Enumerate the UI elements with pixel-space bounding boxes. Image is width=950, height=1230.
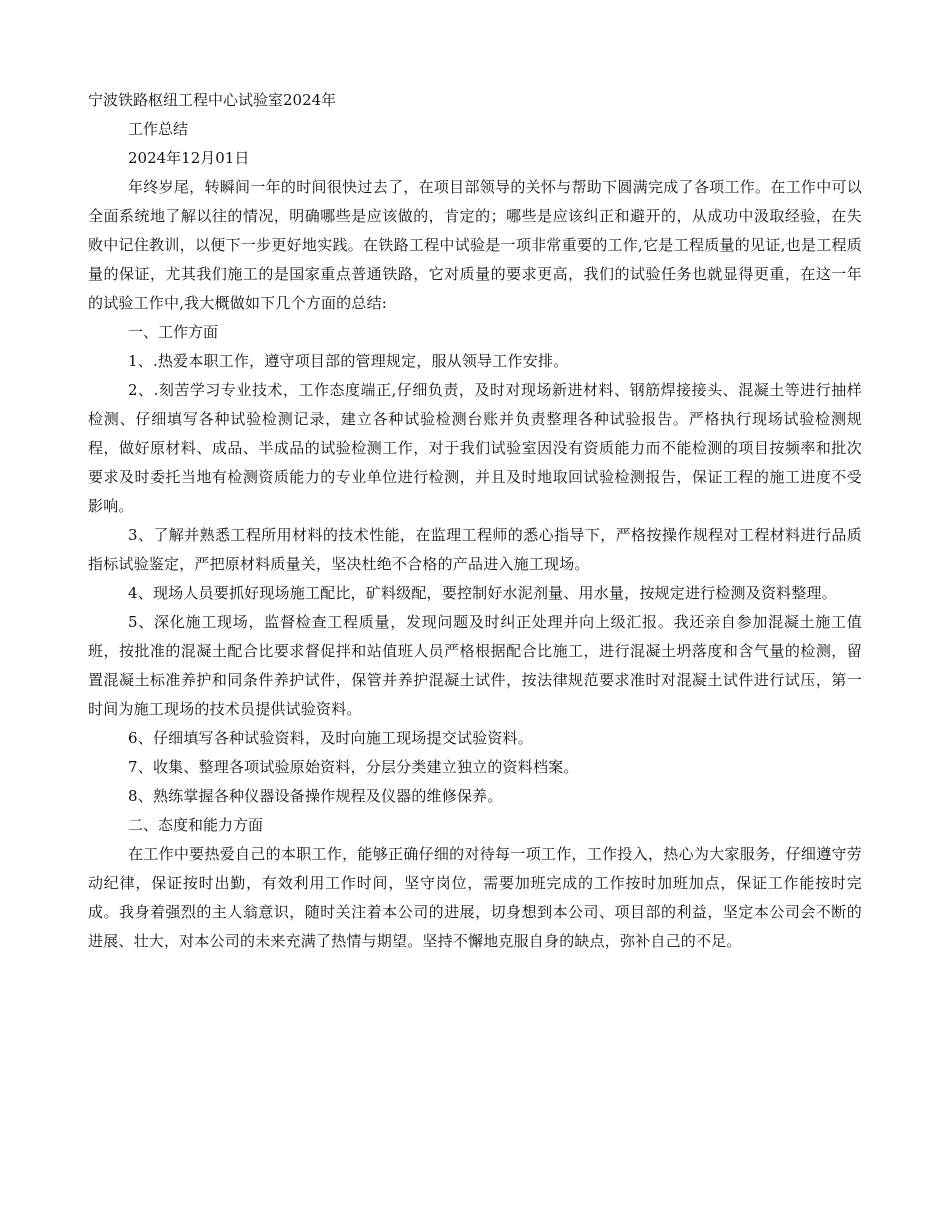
list-item: 7、收集、整理各项试验原始资料，分层分类建立独立的资料档案。 xyxy=(128,758,579,776)
list-item: 5、深化施工现场，监督检查工程质量，发现问题及时纠正处理并向上级汇报。我还亲自参加混凝土施工值班，按批准的混凝土配合比要求督促拌和站值班人员严格根据配合比施工，进行混凝土坍落度和含气量的检测，留置混凝土标准养护和同条件养护试件，保管并养护混凝土试件，按法律规范要求准时对混凝土试件进行试压，第一时间为施工现场的技术员提供试验资料。 xyxy=(88,613,862,718)
list-item: 2、.刻苦学习专业技术，工作态度端正,仔细负责，及时对现场新进材料、钢筋焊接接头、混凝土等进行抽样检测、仔细填写各种试验检测记录，建立各种试验检测台账并负责整理各种试验报告。严格执行现场试验检测规程，做好原材料、成品、半成品的试验检测工作，对于我们试验室因没有资质能力而不能检测的项目按频率和批次要求及时委托当地有检测资质能力的专业单位进行检测，并且及时地取回试验检测报告，保证工程的施工进度不受影响。 xyxy=(88,381,862,515)
list-item: 3、了解并熟悉工程所用材料的技术性能，在监理工程师的悉心指导下，严格按操作规程对工程材料进行品质指标试验鉴定，严把原材料质量关，坚决杜绝不合格的产品进入施工现场。 xyxy=(88,526,862,573)
list-item: 6、仔细填写各种试验资料，及时向施工现场提交试验资料。 xyxy=(128,729,533,747)
section-paragraph-attitude: 在工作中要热爱自己的本职工作，能够正确仔细的对待每一项工作，工作投入，热心为大家服务，仔细遵守劳动纪律，保证按时出勤，有效利用工作时间，坚守岗位，需要加班完成的工作按时加班加点，保证工作能按时完成。我身着强烈的主人翁意识，随时关注着本公司的进展，切身想到本公司、项目部的利益，坚定本公司会不断的进展、壮大，对本公司的未来充满了热情与期望。坚持不懈地克服自身的缺点，弥补自己的不足。 xyxy=(88,845,862,950)
document-date: 2024年12月01日 xyxy=(128,149,250,167)
document-page xyxy=(88,86,862,956)
intro-paragraph: 年终岁尾，转瞬间一年的时间很快过去了，在项目部领导的关怀与帮助下圆满完成了各项工作。在工作中可以全面系统地了解以往的情况，明确哪些是应该做的，肯定的；哪些是应该纠正和避开的，从成功中汲取经验，在失败中记住教训，以便下一步更好地实践。在铁路工程中试验是一项非常重要的工作,它是工程质量的见证,也是工程质量的保证，尤其我们施工的是国家重点普通铁路，它对质量的要求更高，我们的试验任务也就显得更重，在这一年的试验工作中,我大概做如下几个方面的总结: xyxy=(88,178,862,312)
document-subtitle: 工作总结 xyxy=(128,120,189,138)
section-heading-attitude: 二、态度和能力方面 xyxy=(128,816,264,834)
list-item: 8、熟练掌握各种仪器设备操作规程及仪器的维修保养。 xyxy=(128,787,503,805)
document-title: 宁波铁路枢纽工程中心试验室2024年 xyxy=(88,91,337,109)
list-item: 4、现场人员要抓好现场施工配比，矿料级配，要控制好水泥剂量、用水量，按规定进行检测及资料整理。 xyxy=(128,584,837,602)
list-item: 1、.热爱本职工作，遵守项目部的管理规定，服从领导工作安排。 xyxy=(128,352,569,370)
section-heading-work: 一、工作方面 xyxy=(128,323,219,341)
